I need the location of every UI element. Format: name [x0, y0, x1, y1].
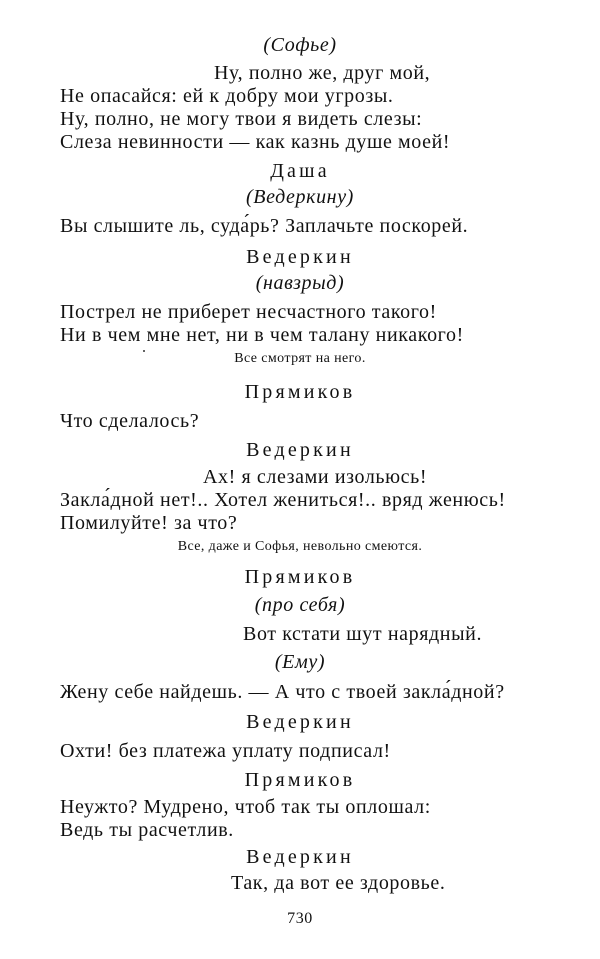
verse-line: Охти! без платежа уплату подписал! — [60, 740, 391, 762]
verse-line: Вот кстати шут нарядный. — [243, 623, 483, 645]
speaker-name: Ведеркин — [246, 846, 354, 868]
verse-line: Что сделалось? — [60, 410, 200, 432]
verse-line: Слеза невинности — как казнь душе моей! — [60, 131, 451, 153]
verse-line: Так, да вот ее здоровье. — [231, 872, 446, 894]
verse-line: Не опасайся: ей к добру мои угрозы. — [60, 85, 394, 107]
speaker-name: Ведеркин — [246, 439, 354, 461]
speaker-name: Даша — [270, 160, 330, 182]
speaker-name: Прямиков — [244, 381, 356, 403]
speaker-name: Прямиков — [244, 769, 356, 791]
stage-direction: (навзрыд) — [255, 272, 345, 294]
stage-direction: (Ведеркину) — [246, 186, 354, 208]
verse-line: Помилуйте! за что? — [60, 512, 238, 534]
stage-direction: (про себя) — [254, 594, 346, 616]
verse-line: Ну, полно, не могу твои я видеть слезы: — [60, 108, 423, 130]
verse-line: Пострел не приберет несчастного такого! — [60, 301, 437, 323]
verse-line: Ведь ты расчетлив. — [60, 819, 234, 841]
verse-line: Ах! я слезами изольюсь! — [203, 466, 428, 488]
speaker-name: Ведеркин — [246, 711, 354, 733]
stage-note: Все смотрят на него. — [234, 351, 366, 366]
speaker-name: Прямиков — [244, 566, 356, 588]
page-number: 730 — [287, 910, 313, 927]
verse-line: Вы слышите ль, суда́рь? Заплачьте поскорей. — [60, 215, 469, 237]
verse-line: Закла́дной нет!.. Хотел жениться!.. вряд женюсь! — [60, 489, 506, 511]
stage-direction: (Софье) — [263, 34, 337, 56]
stage-direction: (Ему) — [274, 651, 326, 673]
verse-line: Ну, полно же, друг мой, — [214, 62, 431, 84]
verse-line: Ни в чем мне нет, ни в чем талану никакого! — [60, 324, 464, 346]
stage-note: Все, даже и Софья, невольно смеются. — [177, 539, 423, 554]
speaker-name: Ведеркин — [246, 246, 354, 268]
verse-line: Жену себе найдешь. — А что с твоей закла́дной? — [60, 681, 505, 703]
verse-line: Неужто? Мудрено, чтоб так ты оплошал: — [60, 796, 431, 818]
